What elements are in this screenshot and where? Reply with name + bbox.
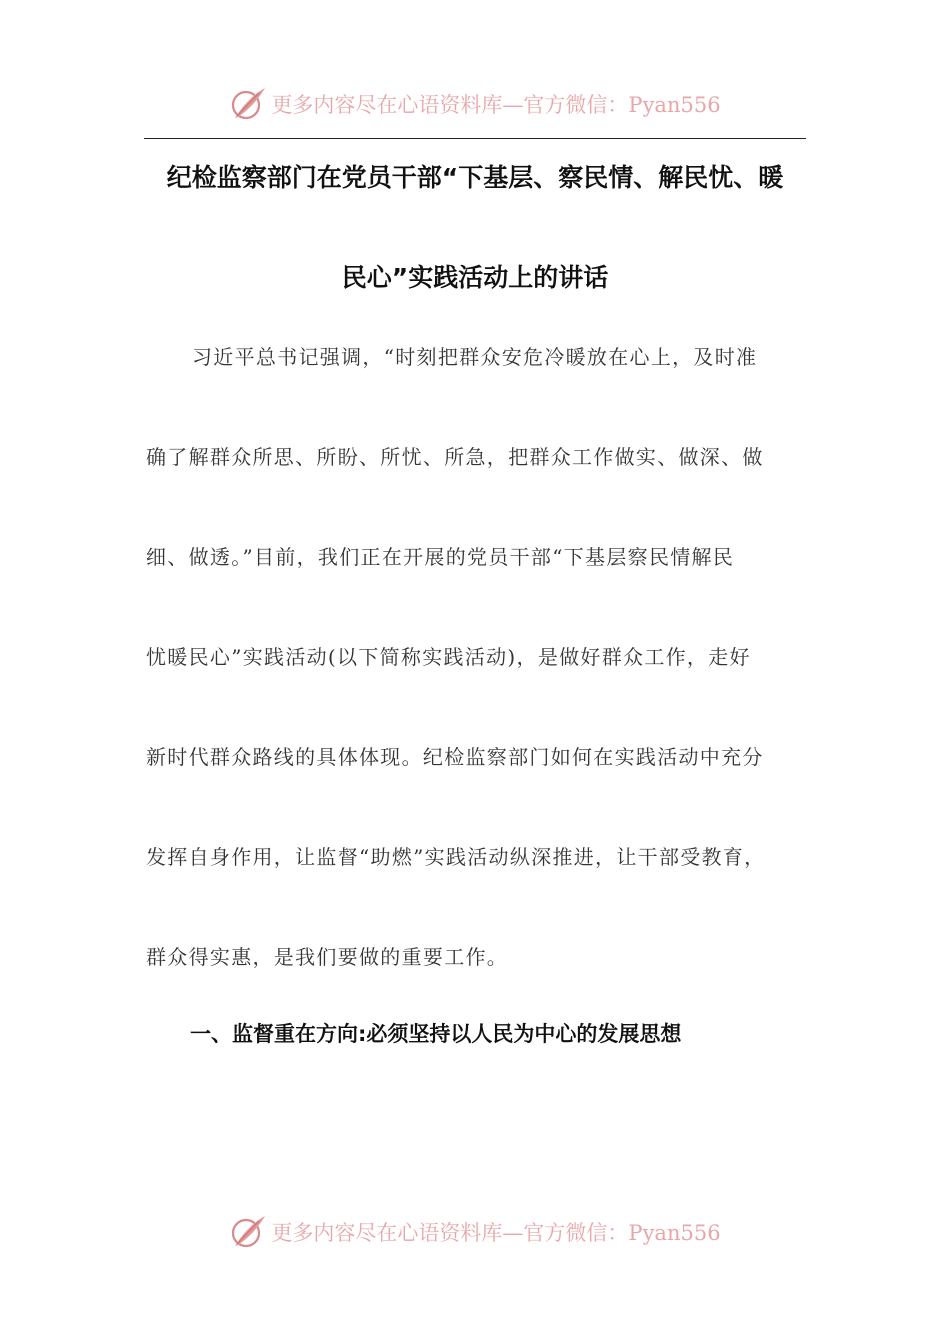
quill-pen-logo-icon <box>229 1212 269 1252</box>
paragraph-line-3: 细、做透。”目前，我们正在开展的党员干部“下基层察民情解民 <box>146 545 735 569</box>
document-title-line-1: 纪检监察部门在党员干部“下基层、察民情、解民忧、暖 <box>166 163 784 192</box>
paragraph-line-6: 发挥自身作用，让监督“助燃”实践活动纵深推进，让干部受教育， <box>146 845 766 869</box>
paragraph-line-2: 确了解群众所思、所盼、所忧、所急，把群众工作做实、做深、做 <box>146 445 764 469</box>
paragraph-line-4: 忧暖民心”实践活动(以下简称实践活动)，是做好群众工作，走好 <box>146 645 751 669</box>
header-watermark <box>0 84 950 124</box>
section-heading-1: 一、监督重在方向:必须坚持以人民为中心的发展思想 <box>190 1022 682 1046</box>
paragraph-line-1: 习近平总书记强调，“时刻把群众安危冷暖放在心上，及时准 <box>192 345 758 369</box>
paragraph-line-7: 群众得实惠，是我们要做的重要工作。 <box>146 945 509 969</box>
header-watermark-text: 更多内容尽在心语资料库—官方微信：Pyan556 <box>271 93 721 117</box>
header-divider <box>144 138 806 139</box>
document-title-line-2: 民心”实践活动上的讲话 <box>341 263 609 292</box>
footer-watermark-text: 更多内容尽在心语资料库—官方微信：Pyan556 <box>271 1221 721 1245</box>
paragraph-line-5: 新时代群众路线的具体体现。纪检监察部门如何在实践活动中充分 <box>146 745 764 769</box>
footer-watermark <box>0 1212 950 1252</box>
quill-pen-logo-icon <box>229 84 269 124</box>
